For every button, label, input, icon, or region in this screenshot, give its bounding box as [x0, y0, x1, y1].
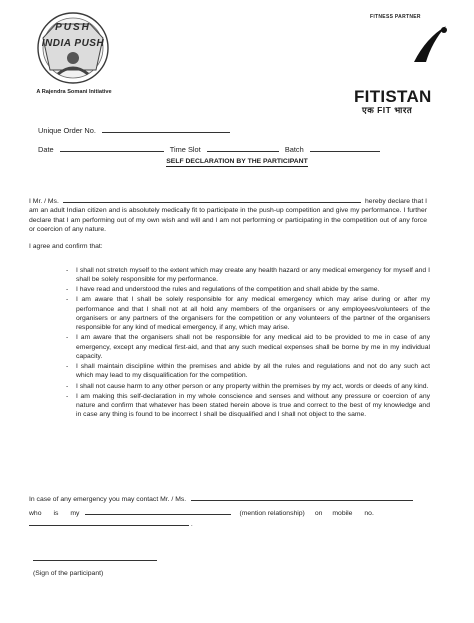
declaration-heading: SELF DECLARATION BY THE PARTICIPANT — [166, 158, 308, 165]
logo-line-india-push: INDIA PUSH — [41, 38, 105, 49]
declaration-name-line — [29, 195, 427, 206]
hereby-text: hereby declare that I — [365, 198, 427, 205]
salutation-label: I Mr. / Ms. — [29, 198, 59, 205]
declaration-paragraph — [29, 195, 427, 234]
is-text: is — [53, 510, 59, 517]
clause-item: - I shall not cause harm to any other person or any property within the premises by my act, words or deeds of any kind. — [76, 382, 430, 391]
runner-swoosh-icon — [410, 22, 450, 64]
fitistan-hindi-tagline: एक FIT भारत — [362, 105, 413, 115]
my-text: my — [70, 510, 80, 517]
mobile-number-line — [29, 521, 429, 528]
emergency-contact-text: In case of any emergency you may contact Mr. / Ms. — [29, 496, 187, 503]
date-label: Date — [38, 145, 54, 154]
fitistan-logo — [344, 14, 460, 115]
emergency-contact-line — [29, 496, 429, 503]
time-slot-label: Time Slot — [169, 145, 201, 154]
on-text: on — [314, 510, 323, 517]
mobile-number-field[interactable] — [29, 525, 189, 526]
mobile-text: mobile — [332, 510, 353, 517]
date-field[interactable] — [60, 151, 164, 152]
signature-label: (Sign of the participant) — [33, 570, 104, 577]
relationship-field[interactable] — [85, 514, 231, 515]
clause-item: - I shall maintain discipline within the premises and abide by all the rules and regulations and not do any such act which may lead to my disqualification for the competition. — [76, 362, 430, 381]
participant-name-field[interactable] — [63, 195, 361, 203]
batch-label: Batch — [284, 145, 304, 154]
fitness-partner-label: FITNESS PARTNER — [370, 14, 421, 20]
push-india-push-logo — [28, 8, 120, 95]
relationship-line — [29, 510, 429, 517]
time-slot-field[interactable] — [207, 151, 279, 152]
clause-item: - I am aware that the organisers shall not be responsible for any medical aid to be provided to me in case of any emergency, except any medical first-aid, and that any such medical expenses shall be borne by me in my individual capacity. — [76, 333, 430, 361]
relationship-hint: (mention relationship) — [239, 510, 305, 517]
clause-item: - I am making this self-declaration in my whole conscience and senses and without any pressure or coercion of any nature and confirm that whatever has been stated herein above is true and correct to the best of my knowledge and in case any thing is found to be incorrect I shall be disqualified and I shall not object to the same. — [76, 392, 430, 420]
order-number-row — [38, 126, 230, 135]
order-number-label: Unique Order No. — [38, 126, 96, 135]
period-text: . — [190, 521, 193, 528]
date-row — [38, 145, 380, 154]
no-text: no. — [364, 510, 374, 517]
declaration-body: am an adult Indian citizen and is absolutely medically fit to participate in the push-up competition and give my performance. I further declare that I am performing out of my own wish and will and I am not performing or participating in the competition out of any force or coercion of any nature. — [29, 207, 427, 233]
clause-item: - I have read and understood the rules and regulations of the competition and shall abide by the same. — [76, 285, 430, 294]
emergency-contact-name-field[interactable] — [191, 500, 413, 501]
clause-item: - I shall not stretch myself to the extent which may create any health hazard or any medical emergency for myself and I shall be solely responsible for my performance. — [76, 266, 430, 285]
batch-field[interactable] — [310, 151, 380, 152]
clause-list — [76, 266, 430, 420]
signature-field[interactable] — [33, 560, 157, 561]
fitistan-brand: FITISTAN — [354, 87, 432, 106]
logo-line-push: PUSH — [55, 22, 91, 33]
agree-line: I agree and confirm that: — [29, 243, 103, 250]
who-text: who — [29, 510, 42, 517]
clause-item: - I am aware that I shall be solely responsible for any medical emergency which may arise during or after my performance and that I shall not at all hold any members of the organisers or any employees/volunteers of the organisers or any partners of the organisers for the competition or any volunteers of the partner of the organisers responsible for any kind of medical emergency, if any, which may arise. — [76, 295, 430, 332]
logo-tagline: A Rajendra Somani Initiative — [36, 89, 112, 95]
order-number-field[interactable] — [102, 132, 230, 133]
